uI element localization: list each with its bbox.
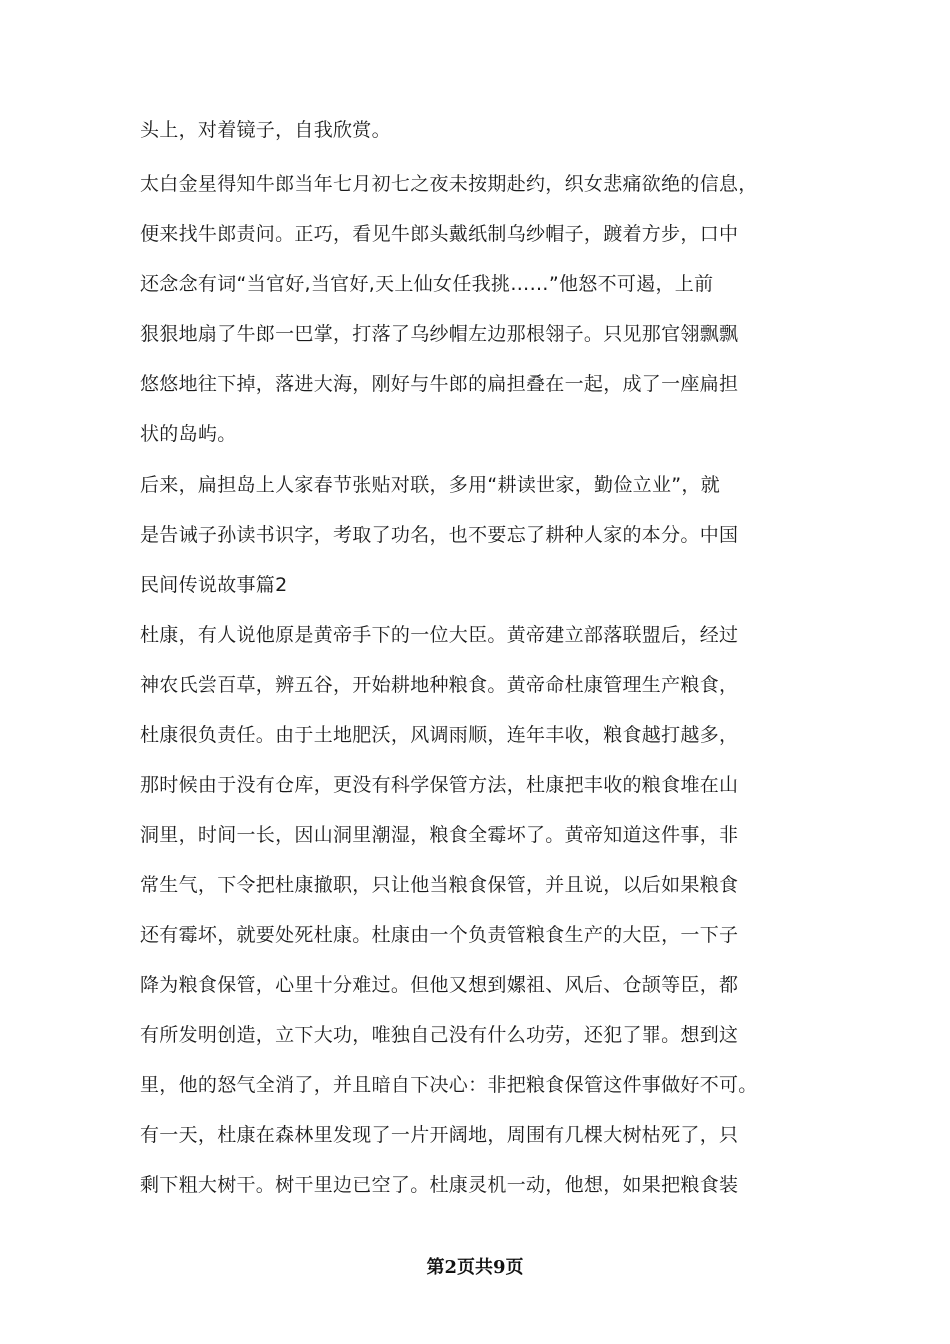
paragraph-line: 杜康，有人说他原是黄帝手下的一位大臣。黄帝建立部落联盟后，经过 [140, 624, 739, 646]
paragraph-line: 神农氏尝百草，辨五谷，开始耕地种粮食。黄帝命杜康管理生产粮食， [140, 674, 739, 696]
paragraph-line: 里，他的怒气全消了，并且暗自下决心：非把粮食保管这件事做好不可。 [140, 1074, 758, 1096]
paragraph-line: 狠狠地扇了牛郎一巴掌，打落了乌纱帽左边那根翎子。只见那官翎飘飘 [140, 323, 739, 345]
paragraph-line: 太白金星得知牛郎当年七月初七之夜未按期赴约，织女悲痛欲绝的信息， [140, 173, 758, 195]
section-heading: 民间传说故事篇2 [140, 574, 288, 596]
paragraph-line: 是告诫子孙读书识字，考取了功名，也不要忘了耕种人家的本分。中国 [140, 524, 739, 546]
paragraph-line: 状的岛屿。 [140, 423, 237, 445]
paragraph-line: 还念念有词“当官好,当官好,天上仙女任我挑……”他怒不可遏，上前 [140, 273, 714, 295]
paragraph-line: 有一天，杜康在森林里发现了一片开阔地，周围有几棵大树枯死了，只 [140, 1124, 739, 1146]
page-number-footer: 第2页共9页 [426, 1257, 524, 1278]
paragraph-line: 常生气，下令把杜康撤职，只让他当粮食保管，并且说，以后如果粮食 [140, 874, 739, 896]
paragraph-line: 剩下粗大树干。树干里边已空了。杜康灵机一动，他想，如果把粮食装 [140, 1174, 739, 1196]
paragraph-line: 悠悠地往下掉，落进大海，刚好与牛郎的扁担叠在一起，成了一座扁担 [140, 373, 739, 395]
paragraph-line: 杜康很负责任。由于土地肥沃，风调雨顺，连年丰收，粮食越打越多， [140, 724, 739, 746]
paragraph-line: 洞里，时间一长，因山洞里潮湿，粮食全霉坏了。黄帝知道这件事，非 [140, 824, 739, 846]
paragraph-line: 便来找牛郎责问。正巧，看见牛郎头戴纸制乌纱帽子，踱着方步，口中 [140, 223, 739, 245]
paragraph-line: 有所发明创造，立下大功，唯独自己没有什么功劳，还犯了罪。想到这 [140, 1024, 739, 1046]
paragraph-line: 还有霉坏，就要处死杜康。杜康由一个负责管粮食生产的大臣，一下子 [140, 924, 739, 946]
paragraph-line: 后来，扁担岛上人家春节张贴对联，多用“耕读世家，勤俭立业”，就 [140, 474, 720, 496]
paragraph-line: 头上，对着镜子，自我欣赏。 [140, 119, 391, 141]
paragraph-line: 降为粮食保管，心里十分难过。但他又想到嫘祖、风后、仓颉等臣，都 [140, 974, 739, 996]
paragraph-line: 那时候由于没有仓库，更没有科学保管方法，杜康把丰收的粮食堆在山 [140, 774, 739, 796]
